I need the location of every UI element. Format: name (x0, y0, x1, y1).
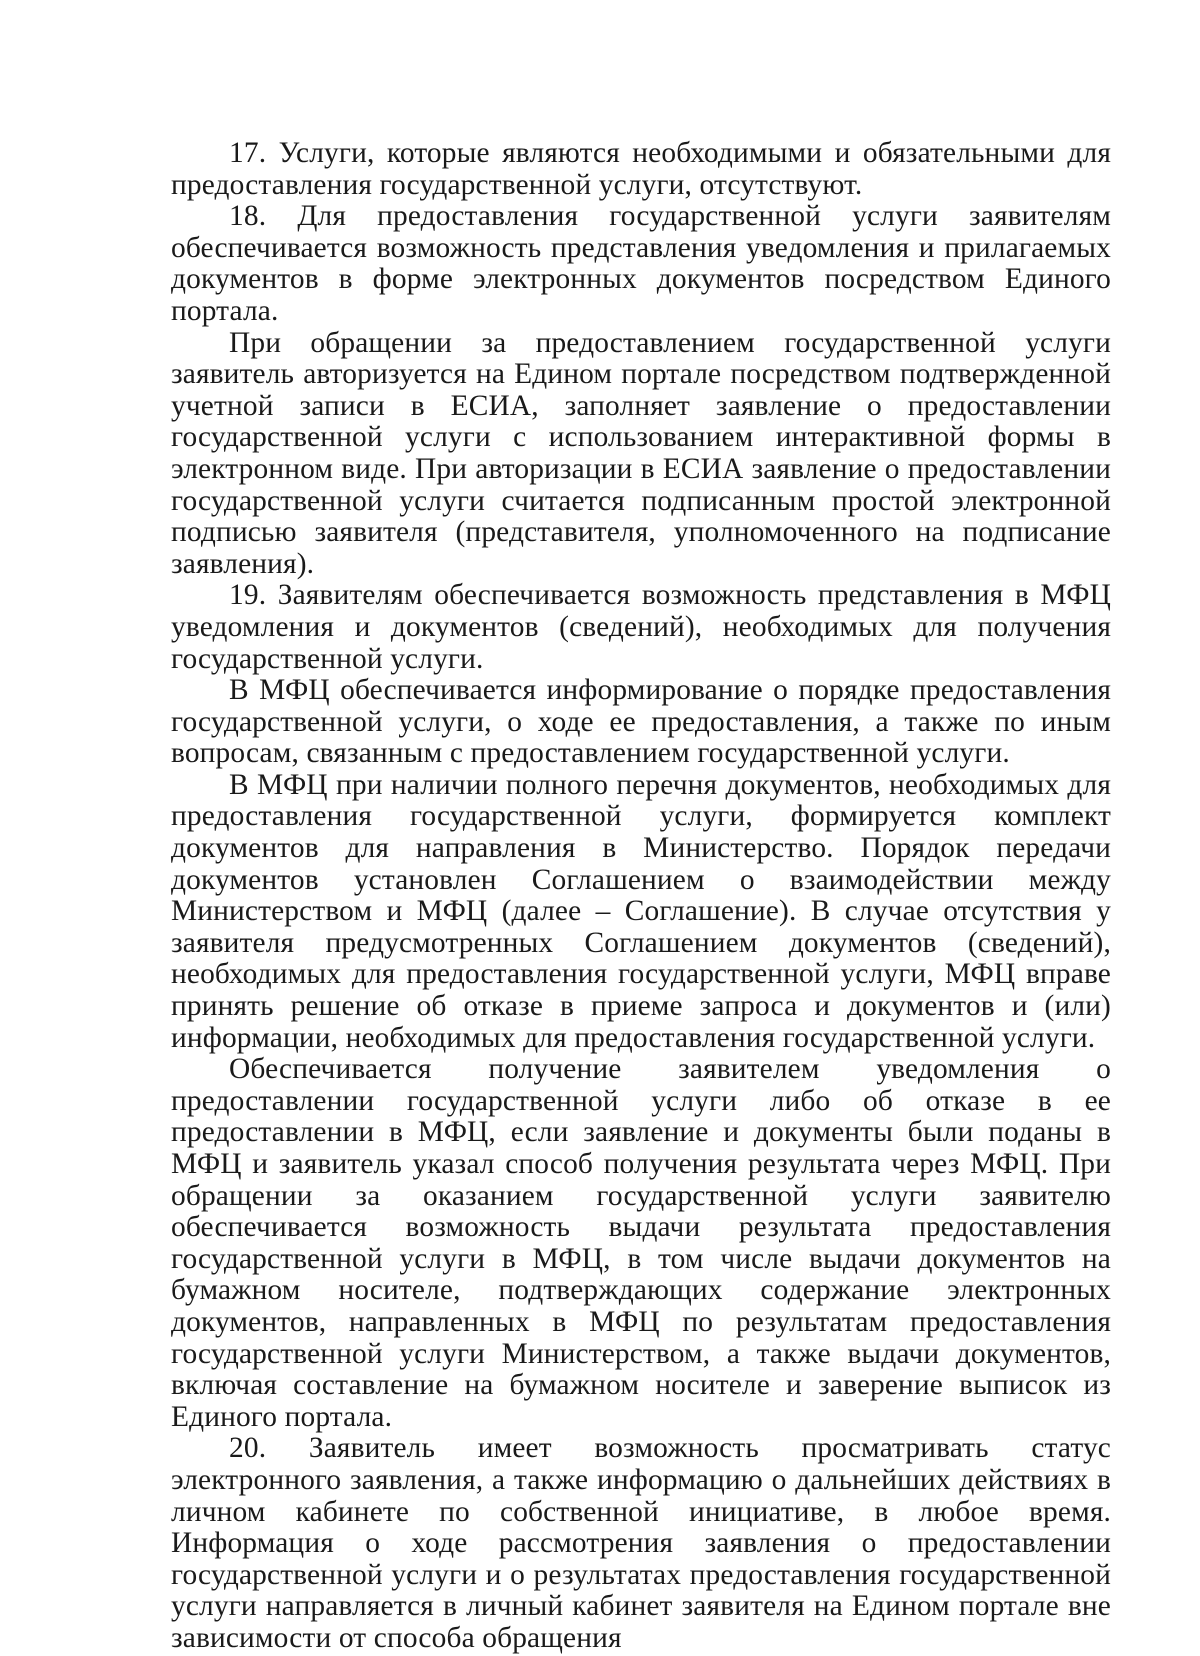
document-body (171, 138, 1111, 1655)
paragraph-19: 19. Заявителям обеспечивается возможность представления в МФЦ уведомления и документов (сведений), необходимых для получения государственной услуги. (171, 579, 1111, 675)
paragraph-20: 20. Заявитель имеет возможность просматривать статус электронного заявления, а также информацию о дальнейших действиях в личном кабинете по собственной инициативе, в любое время. Информация о ходе рассмотрения заявления о предоставлении государственной услуги и о результатах предоставления государственной услуги направляется в личный кабинет заявителя на Едином портале вне зависимости от способа обращения (171, 1432, 1111, 1654)
paragraph-17: 17. Услуги, которые являются необходимыми и обязательными для предоставления государственной услуги, отсутствуют. (171, 137, 1111, 201)
paragraph-esia-authorization: При обращении за предоставлением государственной услуги заявитель авторизуется на Едином портале посредством подтвержденной учетной записи в ЕСИА, заполняет заявление о предоставлении государственной услуги с использованием интерактивной формы в электронном виде. При авторизации в ЕСИА заявление о предоставлении государственной услуги считается подписанным простой электронной подписью заявителя (представителя, уполномоченного на подписание заявления). (171, 326, 1111, 580)
paragraph-18: 18. Для предоставления государственной услуги заявителям обеспечивается возможность представления уведомления и прилагаемых документов в форме электронных документов посредством Единого портала. (171, 200, 1111, 327)
paragraph-result-delivery: Обеспечивается получение заявителем уведомления о предоставлении государственной услуги либо об отказе в ее предоставлении в МФЦ, если заявление и документы были поданы в МФЦ и заявитель указал способ получения результата через МФЦ. При обращении за оказанием государственной услуги заявителю обеспечивается возможность выдачи результата предоставления государственной услуги в МФЦ, в том числе выдачи документов на бумажном носителе, подтверждающих содержание электронных документов, направленных в МФЦ по результатам предоставления государственной услуги Министерством, а также выдачи документов, включая составление на бумажном носителе и заверение выписок из Единого портала. (171, 1053, 1111, 1433)
paragraph-mfc-informing: В МФЦ обеспечивается информирование о порядке предоставления государственной услуги, о ходе ее предоставления, а также по иным вопросам, связанным с предоставлением государственной услуги. (171, 674, 1111, 770)
paragraph-mfc-documents: В МФЦ при наличии полного перечня документов, необходимых для предоставления государственной услуги, формируется комплект документов для направления в Министерство. Порядок передачи документов установлен Соглашением о взаимодействии между Министерством и МФЦ (далее – Соглашение). В случае отсутствия у заявителя предусмотренных Соглашением документов (сведений), необходимых для предоставления государственной услуги, МФЦ вправе принять решение об отказе в приеме запроса и документов и (или) информации, необходимых для предоставления государственной услуги. (171, 768, 1111, 1054)
